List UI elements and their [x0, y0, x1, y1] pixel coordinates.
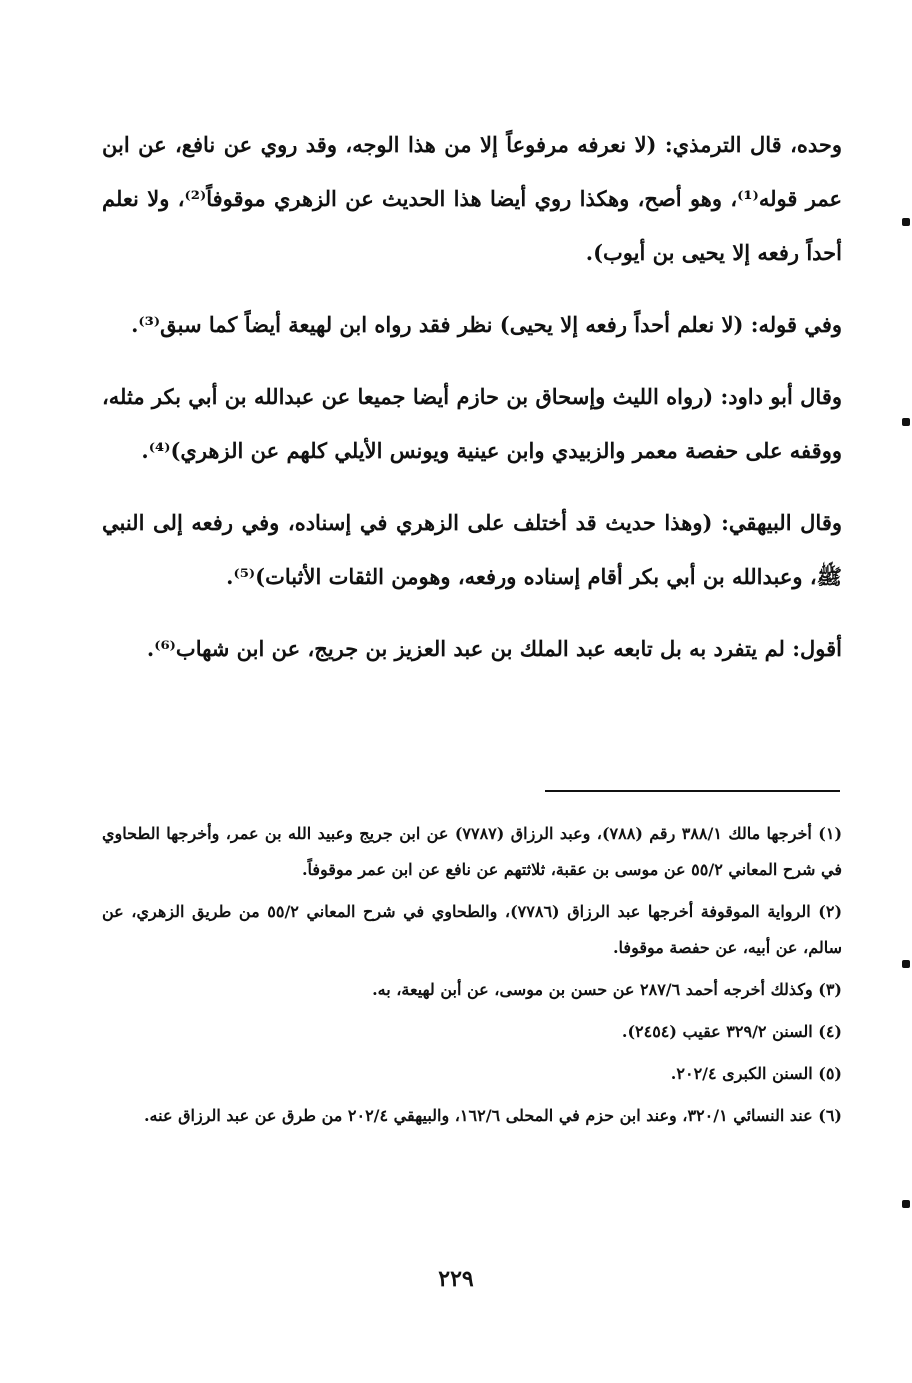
paragraph-3: وقال أبو داود: (رواه الليث وإسحاق بن حازم أيضا جميعا عن عبدالله بن أبي بكر مثله، ووقفه على حفصة معمر والزبيدي وابن عينية ويونس الأيلي كلهم عن الزهري)⁽⁴⁾. [102, 384, 842, 463]
footnote-text: السنن الكبرى ٢٠٢/٤. [670, 1064, 813, 1083]
footnote-text: أخرجها مالك ٣٨٨/١ رقم (٧٨٨)، وعبد الرزاق (٧٧٨٧) عن ابن جريج وعبيد الله بن عمر، وأخرجها الطحاوي في شرح المعاني ٥٥/٢ عن موسى بن عقبة، ثلاثتهم عن نافع عن ابن عمر موقوفاً. [102, 824, 842, 879]
main-text-body [102, 118, 842, 694]
footnote-1 [102, 816, 842, 888]
footnote-text: الرواية الموقوفة أخرجها عبد الرزاق (٧٧٨٦)، والطحاوي في شرح المعاني ٥٥/٢ من طريق الزهري، عن سالم، عن أبيه، عن حفصة موقوفا. [102, 902, 842, 957]
scan-edge-mark [902, 418, 910, 426]
paragraph-5: أقول: لم يتفرد به بل تابعه عبد الملك بن عبد العزيز بن جريج، عن ابن شهاب⁽⁶⁾. [146, 636, 842, 661]
footnotes-section [102, 816, 842, 1140]
footnote-6 [102, 1098, 842, 1134]
footnote-2 [102, 894, 842, 966]
footnote-number: (٣) [818, 980, 842, 999]
footnote-text: السنن ٣٢٩/٢ عقيب (٢٤٥٤). [621, 1022, 813, 1041]
footnote-divider [545, 790, 840, 792]
scan-edge-mark [902, 218, 910, 226]
footnote-number: (٤) [818, 1022, 842, 1041]
paragraph-2: وفي قوله: (لا نعلم أحداً رفعه إلا يحيى) نظر فقد رواه ابن لهيعة أيضاً كما سبق⁽³⁾. [131, 312, 842, 337]
footnote-3 [102, 972, 842, 1008]
footnote-number: (٥) [818, 1064, 842, 1083]
paragraph-4: وقال البيهقي: (وهذا حديث قد أختلف على الزهري في إسناده، وفي رفعه إلى النبي ﷺ، وعبدالله بن أبي بكر أقام إسناده ورفعه، وهومن الثقات الأثبات)⁽⁵⁾. [102, 510, 842, 589]
footnote-number: (١) [818, 824, 843, 843]
footnote-text: عند النسائي ٣٢٠/١، وعند ابن حزم في المحلى ١٦٢/٦، والبيهقي ٢٠٢/٤ من طرق عن عبد الرزاق عنه. [143, 1106, 813, 1125]
scan-edge-mark [902, 960, 910, 968]
scan-edge-mark [902, 1200, 910, 1208]
footnote-4 [102, 1014, 842, 1050]
footnote-text: وكذلك أخرجه أحمد ٢٨٧/٦ عن حسن بن موسى، عن أبن لهيعة، به. [372, 980, 813, 999]
footnote-number: (٢) [818, 902, 843, 921]
paragraph-1: وحده، قال الترمذي: (لا نعرفه مرفوعاً إلا من هذا الوجه، وقد روي عن نافع، عن ابن عمر قوله⁽¹⁾، وهو أصح، وهكذا روي أيضا هذا الحديث عن الزهري موقوفاً⁽²⁾، ولا نعلم أحداً رفعه إلا يحيى بن أيوب). [102, 132, 843, 265]
footnote-5 [102, 1056, 842, 1092]
page-number: ٢٢٩ [438, 1266, 474, 1292]
footnote-number: (٦) [818, 1106, 842, 1125]
